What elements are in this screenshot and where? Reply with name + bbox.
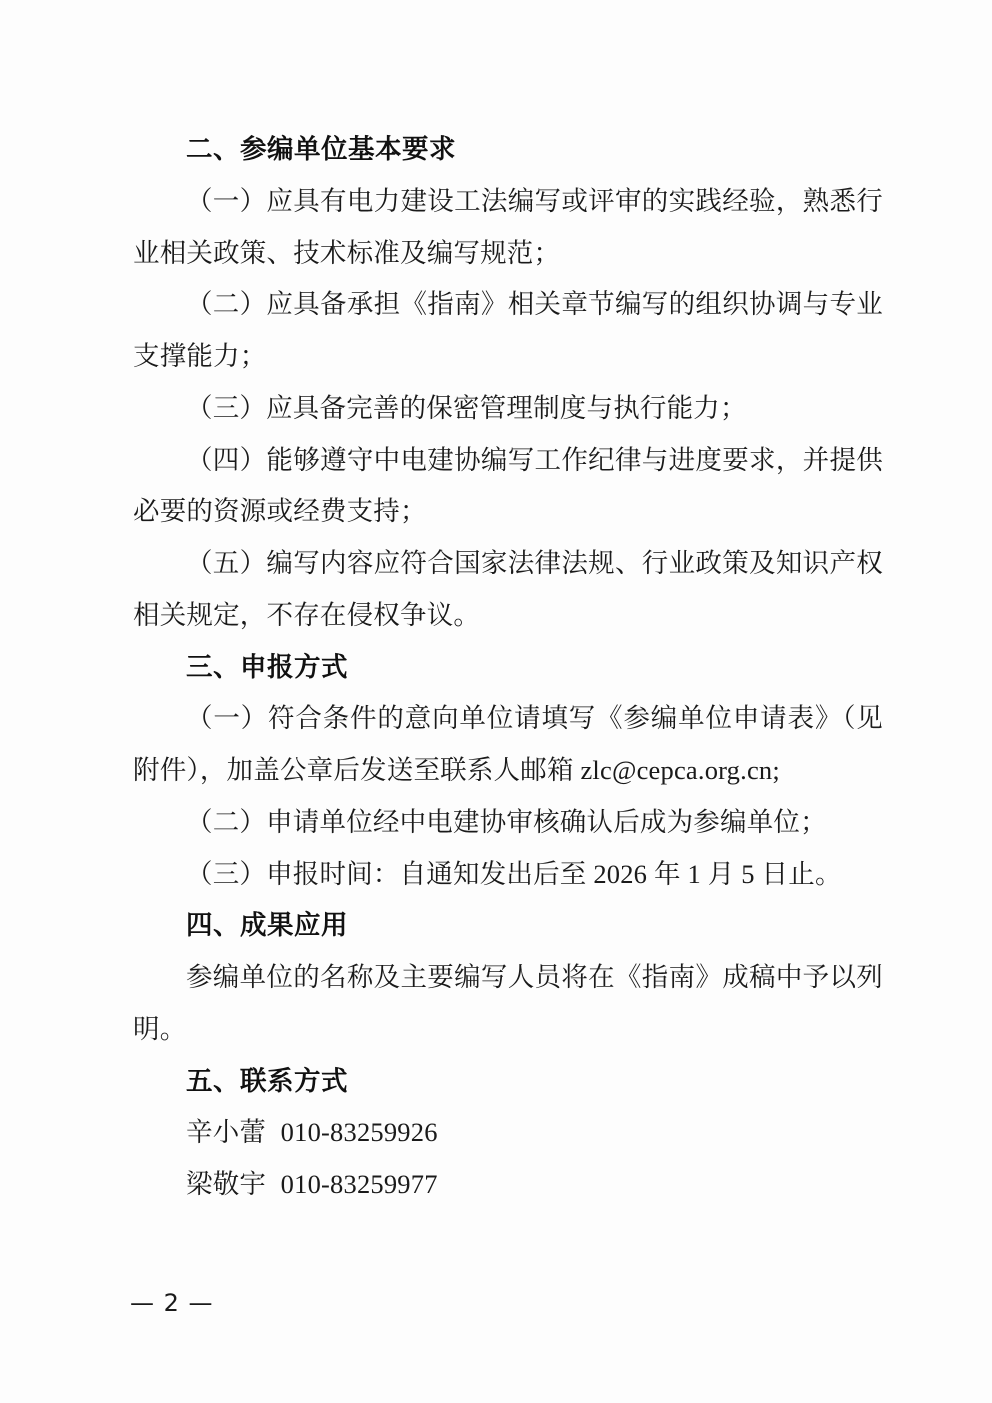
contact-phone-2: 010-83259977 [280,1169,438,1199]
requirement-item-4: （四）能够遵守中电建协编写工作纪律与进度要求，并提供必要的资源或经费支持； [133,444,883,527]
requirement-item-2: （二）应具备承担《指南》相关章节编写的组织协调与专业支撑能力； [133,289,883,371]
results-usage-text: 参编单位的名称及主要编写人员将在《指南》成稿中予以列明。 [133,962,883,1044]
contact-row-2 [133,1159,883,1211]
section-heading-application-method: 三、申报方式 [186,651,348,682]
requirement-item-1: （一）应具有电力建设工法编写或评审的实践经验，熟悉行业相关政策、技术标准及编写规范； [133,185,883,268]
contact-phone-1: 010-83259926 [280,1117,438,1148]
section-heading-contact-info: 五、联系方式 [186,1065,348,1096]
application-step-1: （一）符合条件的意向单位请填写《参编单位申请表》（见附件），加盖公章后发送至联系人邮箱 zlc@cepca.org.cn; [133,703,883,785]
section-heading-results-usage: 四、成果应用 [186,910,348,941]
application-step-2: （二）申请单位经中电建协审核确认后成为参编单位； [186,806,827,837]
page-number: — 2 — [130,1289,214,1317]
contact-name-2: 梁敬宇 [186,1169,267,1199]
contact-row-1 [133,1107,883,1159]
requirement-item-5: （五）编写内容应符合国家法律法规、行业政策及知识产权相关规定，不存在侵权争议。 [133,548,883,630]
application-step-3: （三）申报时间：自通知发出后至 2026 年 1 月 5 日止。 [186,858,842,889]
document-content [133,124,883,1211]
requirement-item-3: （三）应具备完善的保密管理制度与执行能力； [186,392,747,423]
contact-name-1: 辛小蕾 [186,1117,267,1148]
section-heading-basic-requirements: 二、参编单位基本要求 [186,134,456,164]
